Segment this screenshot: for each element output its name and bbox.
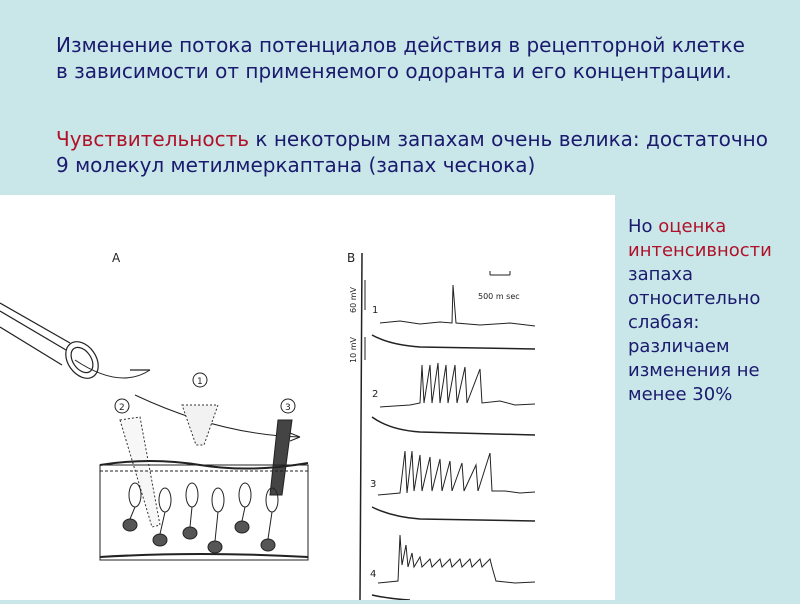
trace-label-4: 4	[370, 569, 377, 580]
scale-label-60mv: 60 mV	[349, 287, 358, 313]
sensitivity-text: к некоторым запахам очень велика: достаточно 9 молекул метилмеркаптана (запах чеснока)	[56, 127, 768, 177]
trace-4-spikes	[378, 535, 535, 583]
trace-label-2: 2	[372, 389, 379, 400]
trace-2-potential	[372, 417, 535, 435]
time-scale-label: 500 m sec	[478, 292, 520, 301]
time-scale-bar	[490, 271, 510, 275]
trace-2-spikes	[380, 363, 535, 407]
airflow-line	[135, 395, 300, 437]
application-pipette	[0, 303, 150, 384]
sensitivity-highlight: Чувствительность	[56, 127, 250, 151]
panel-a-label: A	[112, 251, 121, 265]
side-note-text: запаха относительно слабая: различаем изменения не менее 30%	[628, 264, 761, 405]
pipette-label-2: 2	[119, 403, 125, 413]
intensity-note	[628, 215, 798, 407]
receptor-recording-figure	[0, 195, 615, 600]
micropipette-1	[182, 373, 218, 445]
trace-label-1: 1	[372, 305, 379, 316]
side-note-highlight: оценка интенсивности	[628, 216, 772, 261]
trace-label-3: 3	[370, 479, 377, 490]
trace-3-spikes	[378, 451, 535, 495]
scale-label-10mv: 10 mV	[349, 337, 358, 363]
recording-baseline-axis	[360, 253, 362, 600]
side-note-prefix: Но	[628, 216, 659, 237]
slide-title: Изменение потока потенциалов действия в рецепторной клетке в зависимости от применяемого одоранта и его концентрации.	[56, 33, 745, 83]
panel-b-label: B	[347, 251, 356, 265]
trace-4-potential	[372, 595, 410, 600]
sensitivity-paragraph	[56, 126, 776, 178]
pipette-label-3: 3	[285, 403, 291, 413]
micropipette-3	[270, 399, 295, 495]
trace-1-potential	[372, 335, 535, 349]
figure-panel	[0, 195, 615, 600]
trace-3-potential	[372, 507, 535, 521]
pipette-label-1: 1	[197, 377, 203, 387]
